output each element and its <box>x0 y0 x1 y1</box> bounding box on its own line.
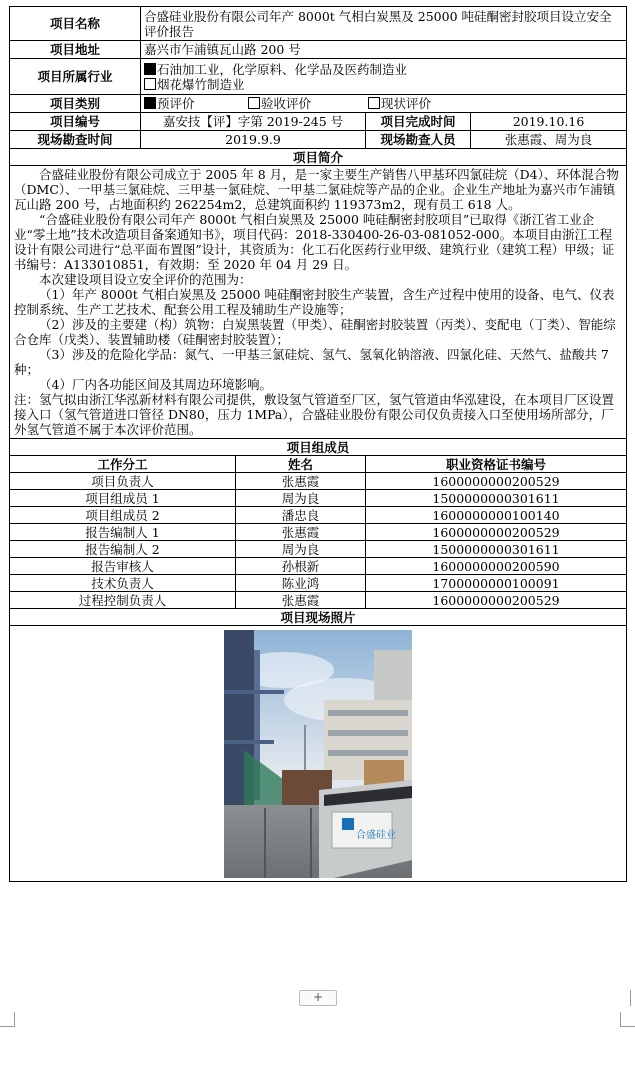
unchecked-box-icon <box>368 97 380 109</box>
member-row <box>10 490 627 507</box>
member-row <box>10 575 627 592</box>
unchecked-box-icon <box>248 97 260 109</box>
survey-people-value: 张惠霞、周为良 <box>471 131 627 149</box>
member-name: 周为良 <box>236 541 366 558</box>
section-title-members: 项目组成员 <box>10 439 627 456</box>
label-project-number: 项目编号 <box>10 113 141 131</box>
project-category-value <box>141 95 627 113</box>
label-project-industry: 项目所属行业 <box>10 59 141 95</box>
member-name: 陈业鸿 <box>236 575 366 592</box>
checked-box-icon <box>144 97 156 109</box>
member-role: 报告编制人 1 <box>10 524 236 541</box>
row-intro-body <box>10 166 627 439</box>
project-name-value: 合盛硅业股份有限公司年产 8000t 气相白炭黑及 25000 吨硅酮密封胶项目设立安全评价报告 <box>141 7 627 41</box>
member-cert: 1600000000200529 <box>366 592 627 609</box>
report-page <box>9 6 626 882</box>
label-project-address: 项目地址 <box>10 41 141 59</box>
label-project-category: 项目类别 <box>10 95 141 113</box>
label-survey-time: 现场勘查时间 <box>10 131 141 149</box>
project-industry-value <box>141 59 627 95</box>
member-cert: 1600000000200529 <box>366 524 627 541</box>
member-name: 孙根新 <box>236 558 366 575</box>
member-cert: 1600000000100140 <box>366 507 627 524</box>
member-row <box>10 541 627 558</box>
intro-paragraph: 本次建设项目设立安全评价的范围为： <box>39 272 252 287</box>
member-name: 张惠霞 <box>236 524 366 541</box>
intro-paragraph: （2）涉及的主要建（构）筑物：白炭黑装置（甲类）、硅酮密封胶装置（丙类）、变配电（丁类）、智能综合仓库（戊类）、装置辅助楼（硅酮密封胶装置）； <box>14 317 616 347</box>
members-table <box>9 456 627 882</box>
section-title-photos: 项目现场照片 <box>10 609 627 626</box>
member-row <box>10 473 627 490</box>
member-cert: 1600000000200529 <box>366 473 627 490</box>
col-header-cert: 职业资格证书编号 <box>366 456 627 473</box>
members-header-row <box>10 456 627 473</box>
row-project-name <box>10 7 627 41</box>
member-role: 过程控制负责人 <box>10 592 236 609</box>
crop-mark <box>620 1012 635 1027</box>
photo-cell <box>10 626 627 882</box>
project-info-table <box>9 6 627 456</box>
member-row <box>10 507 627 524</box>
intro-note: 注：氢气拟由浙江华泓新材料有限公司提供，敷设氢气管道至厂区，氢气管道由华泓建设，在本项目厂区设置接入口（氢气管道进口管径 DN80，压力 1MPa），合盛硅业股份有限公司仅负责接入口至使用场所部分，厂外氢气管道不属于本次评价范围。 <box>14 392 615 437</box>
unchecked-box-icon <box>144 78 156 90</box>
member-row <box>10 524 627 541</box>
row-photo-title <box>10 609 627 626</box>
label-finish-time: 项目完成时间 <box>366 113 471 131</box>
checked-box-icon <box>144 63 156 75</box>
row-project-category <box>10 95 627 113</box>
member-cert: 1500000000301611 <box>366 490 627 507</box>
project-address-value: 嘉兴市乍浦镇瓦山路 200 号 <box>141 41 627 59</box>
member-name: 周为良 <box>236 490 366 507</box>
member-name: 张惠霞 <box>236 592 366 609</box>
row-survey <box>10 131 627 149</box>
sign-text: 合盛硅业 <box>356 830 396 841</box>
category-option-acceptance[interactable]: 验收评价 <box>248 96 368 111</box>
intro-paragraph: （3）涉及的危险化学品：氮气、一甲基三氯硅烷、氢气、氢氧化钠溶液、四氯化硅、天然气、盐酸共 7 种； <box>14 347 609 377</box>
intro-paragraph: “合盛硅业股份有限公司年产 8000t 气相白炭黑及 25000 吨硅酮密封胶项目”已取得《浙江省工业企业“零土地”技术改造项目备案通知书》，项目代码：2018-330400-26-03-081052-000。本项目由浙江工程设计有限公司进行“总平面布置图”设计，其资质为：化工石化医药行业甲级、建筑行业（建筑工程）甲级；证书编号：A133010851，有效期：至 2020 年 04 月 29 日。 <box>14 212 615 272</box>
intro-paragraph: （4）厂内各功能区间及其周边环境影响。 <box>39 377 272 392</box>
member-cert: 1500000000301611 <box>366 541 627 558</box>
section-title-intro: 项目简介 <box>10 149 627 166</box>
member-role: 技术负责人 <box>10 575 236 592</box>
member-role: 项目组成员 1 <box>10 490 236 507</box>
label-project-name: 项目名称 <box>10 7 141 41</box>
member-role: 报告编制人 2 <box>10 541 236 558</box>
row-project-address <box>10 41 627 59</box>
intro-body <box>10 166 627 439</box>
member-row <box>10 558 627 575</box>
crop-mark <box>0 1012 15 1027</box>
add-button[interactable]: + <box>299 990 337 1006</box>
survey-time-value: 2019.9.9 <box>141 131 366 149</box>
member-cert: 1700000000100091 <box>366 575 627 592</box>
category-option-pre[interactable]: 预评价 <box>144 96 248 111</box>
member-role: 报告审核人 <box>10 558 236 575</box>
row-members-title <box>10 439 627 456</box>
site-photo <box>224 630 412 878</box>
member-row <box>10 592 627 609</box>
project-number-value: 嘉安技【评】字第 2019-245 号 <box>141 113 366 131</box>
member-role: 项目组成员 2 <box>10 507 236 524</box>
member-rows <box>10 473 627 609</box>
category-option-status[interactable]: 现状评价 <box>368 96 431 111</box>
row-photo <box>10 626 627 882</box>
finish-time-value: 2019.10.16 <box>471 113 627 131</box>
site-photo-image <box>224 630 412 878</box>
member-name: 张惠霞 <box>236 473 366 490</box>
intro-paragraph: （1）年产 8000t 气相白炭黑及 25000 吨硅酮密封胶生产装置，含生产过程中使用的设备、电气、仪表控制系统、生产工艺技术、配套公用工程及辅助生产设施等； <box>14 287 615 317</box>
col-header-name: 姓名 <box>236 456 366 473</box>
col-header-role: 工作分工 <box>10 456 236 473</box>
member-name: 潘忠良 <box>236 507 366 524</box>
crop-mark <box>630 990 635 1006</box>
label-survey-people: 现场勘查人员 <box>366 131 471 149</box>
industry-option-2[interactable]: 烟花爆竹制造业 <box>144 77 623 92</box>
member-cert: 1600000000200590 <box>366 558 627 575</box>
intro-paragraph: 合盛硅业股份有限公司成立于 2005 年 8 月，是一家主要生产销售八甲基环四氯硅烷（D4）、环体混合物（DMC）、一甲基三氯硅烷、三甲基一氯硅烷、一甲基二氯硅烷等产品的企业。企业生产地址为嘉兴市乍浦镇瓦山路 200 号，占地面积约 262254m2，总建筑面积约 119373m2，现有员工 618 人。 <box>14 167 619 212</box>
row-intro-title <box>10 149 627 166</box>
member-role: 项目负责人 <box>10 473 236 490</box>
industry-option-1[interactable]: 石油加工业，化学原料、化学品及医药制造业 <box>144 62 623 77</box>
row-project-number <box>10 113 627 131</box>
row-project-industry <box>10 59 627 95</box>
